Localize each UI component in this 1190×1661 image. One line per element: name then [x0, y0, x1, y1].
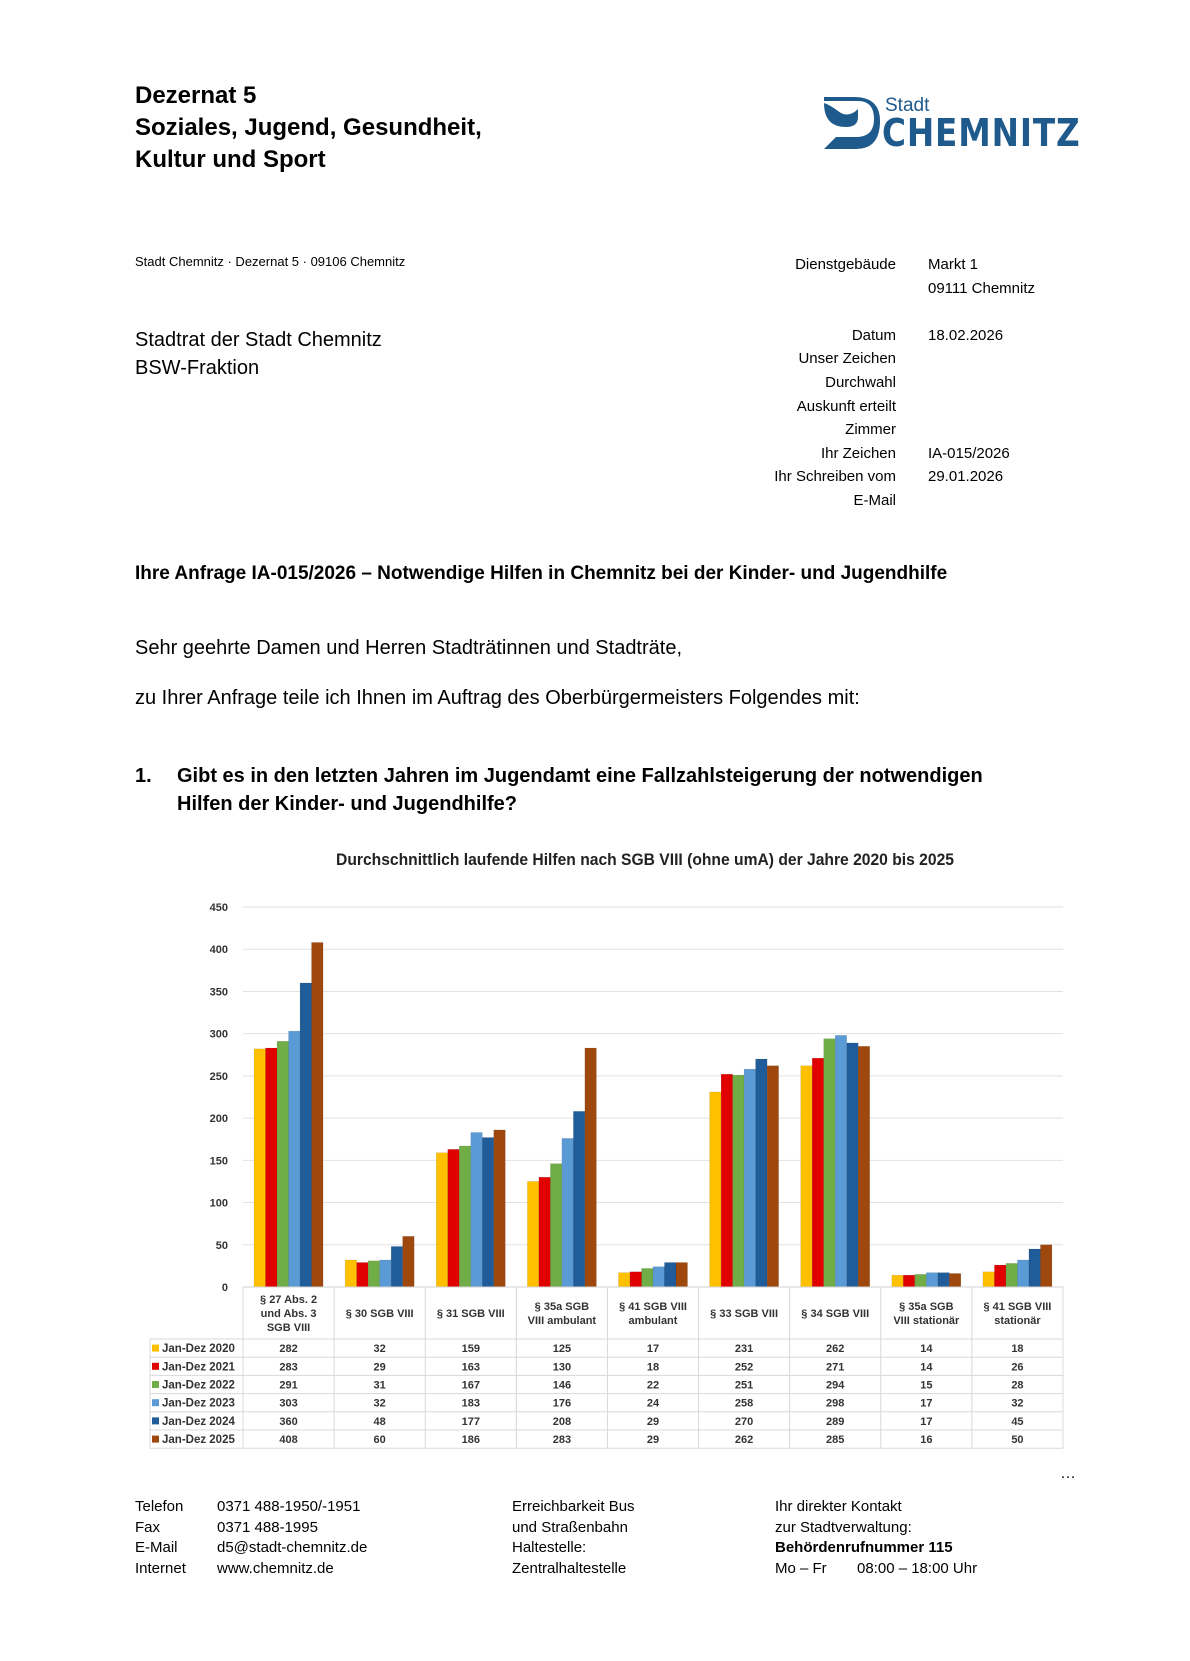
footer-direct-contact — [775, 1497, 977, 1579]
table-value: 262 — [734, 1434, 754, 1447]
bar — [733, 1075, 745, 1287]
table-value: 146 — [552, 1379, 572, 1392]
dept-line: Dezernat 5 — [135, 82, 257, 109]
bar — [903, 1275, 915, 1287]
transit-line: Erreichbarkeit Bus — [512, 1498, 635, 1515]
bar — [1029, 1249, 1041, 1287]
bar — [938, 1273, 950, 1287]
table-value: 48 — [373, 1415, 386, 1428]
bar — [471, 1132, 483, 1287]
table-value: 60 — [373, 1434, 386, 1447]
y-tick-label: 200 — [209, 1113, 228, 1126]
y-tick-label: 50 — [215, 1239, 228, 1252]
table-value: 17 — [920, 1397, 933, 1410]
table-value: 16 — [920, 1434, 933, 1447]
bar — [676, 1263, 688, 1287]
table-value: 18 — [646, 1361, 660, 1374]
table-value: 14 — [920, 1343, 933, 1356]
category-label: stationär — [994, 1315, 1041, 1327]
category-label: § 27 Abs. 2 — [260, 1294, 318, 1306]
bar — [1006, 1263, 1018, 1287]
table-value: 31 — [373, 1379, 386, 1392]
table-value: 183 — [461, 1397, 480, 1410]
bar — [915, 1274, 927, 1287]
meta-label: E-Mail — [853, 491, 896, 509]
table-value: 15 — [920, 1379, 933, 1392]
table-value: 14 — [920, 1361, 933, 1374]
meta-label: Ihr Schreiben vom — [774, 468, 896, 486]
meta-value: 18.02.2026 — [928, 326, 1004, 344]
bar — [573, 1111, 585, 1287]
y-tick-label: 250 — [209, 1070, 228, 1083]
table-value: 283 — [552, 1434, 572, 1447]
bar — [539, 1177, 551, 1287]
direct-line: Ihr direkter Kontakt — [775, 1498, 902, 1515]
bar — [562, 1138, 574, 1287]
y-tick-label: 300 — [209, 1028, 228, 1041]
bar — [494, 1130, 506, 1287]
category-label: § 34 SGB VIII — [801, 1308, 870, 1320]
category-label: VIII stationär — [893, 1315, 960, 1327]
table-value: 26 — [1011, 1361, 1024, 1374]
bar — [289, 1031, 301, 1287]
bar — [1017, 1260, 1029, 1287]
meta-label: Unser Zeichen — [798, 350, 896, 368]
table-value: 208 — [552, 1415, 572, 1428]
legend-swatch — [152, 1436, 159, 1443]
table-value: 32 — [373, 1397, 386, 1410]
bar — [994, 1265, 1006, 1287]
bar — [448, 1149, 460, 1287]
recipient-line: Stadtrat der Stadt Chemnitz — [135, 329, 382, 351]
table-value: 283 — [279, 1361, 298, 1374]
contact-key: E-Mail — [135, 1539, 178, 1556]
table-value: 270 — [734, 1415, 754, 1428]
bar — [380, 1260, 392, 1287]
logo-stadt-text: Stadt — [885, 95, 930, 116]
table-value: 50 — [1011, 1434, 1024, 1447]
table-value: 252 — [734, 1361, 754, 1374]
bar — [926, 1273, 938, 1287]
category-label: § 41 SGB VIII — [619, 1301, 687, 1313]
meta-label: Durchwahl — [825, 373, 896, 391]
question-line: Gibt es in den letzten Jahren im Jugendamt eine Fallzahlsteigerung der notwendigen — [177, 765, 983, 787]
legend-label: Jan-Dez 2022 — [162, 1379, 235, 1392]
bar — [550, 1164, 562, 1287]
bar — [482, 1138, 494, 1287]
chart-title: Durchschnittlich laufende Hilfen nach SGB VIII (ohne umA) der Jahre 2020 bis 2025 — [336, 850, 954, 869]
table-value: 282 — [279, 1343, 298, 1356]
table-value: 29 — [373, 1361, 386, 1374]
opening-hours — [775, 1559, 977, 1580]
table-value: 258 — [734, 1397, 754, 1410]
legend-label: Jan-Dez 2020 — [162, 1343, 235, 1356]
table-value: 285 — [826, 1434, 845, 1447]
bar — [892, 1275, 904, 1287]
meta-label: Datum — [851, 326, 896, 344]
y-tick-label: 350 — [209, 986, 228, 999]
table-value: 408 — [279, 1434, 298, 1447]
table-value: 176 — [552, 1397, 572, 1410]
contact-row — [135, 1518, 367, 1539]
bar — [357, 1263, 369, 1287]
bar — [983, 1272, 995, 1287]
bar — [630, 1272, 642, 1287]
table-value: 360 — [279, 1415, 298, 1428]
contact-key: Internet — [135, 1559, 186, 1577]
legend-label: Jan-Dez 2024 — [162, 1415, 235, 1428]
table-value: 167 — [461, 1379, 480, 1392]
meta-label: Auskunft erteilt — [796, 397, 896, 415]
bar — [744, 1069, 756, 1287]
legend-swatch — [152, 1381, 159, 1388]
bar — [254, 1049, 265, 1287]
legend-swatch — [152, 1399, 159, 1406]
table-value: 28 — [1011, 1379, 1024, 1392]
table-value: 251 — [734, 1379, 754, 1392]
table-value: 24 — [646, 1397, 660, 1410]
meta-value: 09111 Chemnitz — [928, 279, 1036, 297]
direct-line: zur Stadtverwaltung: — [775, 1518, 912, 1536]
greeting: Sehr geehrte Damen und Herren Stadträtinnen und Stadträte, — [135, 637, 683, 659]
category-label: ambulant — [628, 1315, 678, 1327]
legend-swatch — [152, 1345, 159, 1352]
bar — [1040, 1245, 1052, 1287]
continuation-marker: … — [1060, 1465, 1076, 1482]
legend-label: Jan-Dez 2021 — [162, 1361, 235, 1374]
category-label: SGB VIII — [266, 1322, 311, 1334]
bar — [812, 1058, 824, 1287]
bar — [847, 1043, 859, 1287]
subject-line: Ihre Anfrage IA-015/2026 – Notwendige Hilfen in Chemnitz bei der Kinder- und Jugendhilfe — [135, 563, 948, 584]
footer-transit — [512, 1497, 635, 1579]
table-value: 177 — [461, 1415, 480, 1428]
table-value: 45 — [1011, 1415, 1024, 1428]
opening-time: 08:00 – 18:00 Uhr — [857, 1559, 978, 1577]
table-value: 32 — [373, 1343, 386, 1356]
bar — [824, 1039, 836, 1287]
transit-line: und Straßenbahn — [512, 1518, 628, 1536]
contact-row — [135, 1538, 367, 1559]
table-value: 298 — [826, 1397, 845, 1410]
y-tick-label: 150 — [209, 1155, 228, 1168]
bar — [300, 983, 312, 1287]
table-value: 289 — [826, 1415, 845, 1428]
bar — [721, 1074, 733, 1287]
table-value: 17 — [646, 1343, 660, 1356]
bar — [767, 1066, 779, 1287]
table-value: 18 — [1011, 1343, 1024, 1356]
intro-text: zu Ihrer Anfrage teile ich Ihnen im Auftrag des Oberbürgermeisters Folgendes mit: — [135, 687, 860, 709]
bar — [527, 1181, 539, 1287]
bar — [585, 1048, 597, 1287]
table-value: 262 — [826, 1343, 845, 1356]
legend-swatch — [152, 1363, 159, 1370]
contact-key: Fax — [135, 1518, 161, 1536]
legend-label: Jan-Dez 2025 — [162, 1434, 235, 1447]
bar — [403, 1236, 415, 1287]
contact-row — [135, 1497, 367, 1518]
contact-value: 0371 488-1995 — [217, 1518, 318, 1536]
question-line: Hilfen der Kinder- und Jugendhilfe? — [177, 793, 517, 815]
bar — [710, 1092, 722, 1287]
bar — [665, 1263, 677, 1287]
legend-label: Jan-Dez 2023 — [162, 1397, 235, 1410]
contact-key: Telefon — [135, 1498, 184, 1515]
bar — [835, 1035, 847, 1287]
bar — [266, 1048, 278, 1287]
table-value: 130 — [552, 1361, 572, 1374]
dept-line: Soziales, Jugend, Gesundheit, — [135, 114, 482, 141]
authority-phone: Behördenrufnummer 115 — [775, 1539, 953, 1556]
table-value: 186 — [461, 1434, 480, 1447]
bar — [277, 1041, 289, 1287]
contact-row — [135, 1559, 367, 1580]
bar — [312, 942, 324, 1287]
bar — [949, 1273, 961, 1287]
table-value: 291 — [279, 1379, 298, 1392]
meta-value: 29.01.2026 — [928, 468, 1004, 486]
table-value: 303 — [279, 1397, 298, 1410]
category-label: und Abs. 3 — [260, 1308, 317, 1320]
dept-line: Kultur und Sport — [135, 146, 326, 173]
table-value: 125 — [552, 1343, 572, 1356]
meta-label: Ihr Zeichen — [820, 444, 896, 462]
bar — [653, 1267, 665, 1287]
category-label: § 35a SGB — [534, 1301, 590, 1313]
opening-days: Mo – Fr — [775, 1559, 827, 1577]
meta-label: Zimmer — [845, 421, 896, 439]
table-value: 17 — [920, 1415, 933, 1428]
table-value: 29 — [646, 1415, 660, 1428]
question-number: 1. — [135, 765, 152, 787]
y-tick-label: 400 — [209, 944, 228, 957]
recipient-line: BSW-Fraktion — [135, 357, 260, 379]
bar — [619, 1273, 631, 1287]
bar — [756, 1059, 768, 1287]
table-value: 159 — [461, 1343, 480, 1356]
category-label: § 35a SGB — [899, 1301, 954, 1313]
y-tick-label: 100 — [209, 1197, 228, 1210]
meta-value: IA-015/2026 — [928, 444, 1010, 462]
sender-line: Stadt Chemnitz · Dezernat 5 · 09106 Chemnitz — [135, 254, 406, 269]
bar — [459, 1146, 471, 1287]
bar — [858, 1046, 870, 1287]
table-value: 271 — [826, 1361, 845, 1374]
table-value: 163 — [461, 1361, 480, 1374]
category-label: VIII ambulant — [527, 1315, 597, 1327]
category-label: § 30 SGB VIII — [345, 1308, 414, 1320]
legend-swatch — [152, 1417, 159, 1424]
bar — [391, 1246, 403, 1287]
table-value: 22 — [646, 1379, 660, 1392]
contact-value[interactable]: d5@stadt-chemnitz.de — [217, 1539, 368, 1556]
logo-city-text: CHEMNITZ — [882, 111, 1081, 155]
bar — [436, 1153, 448, 1287]
category-label: § 41 SGB VIII — [983, 1301, 1052, 1313]
category-label: § 33 SGB VIII — [710, 1308, 779, 1320]
meta-value: Markt 1 — [928, 256, 979, 273]
bar — [642, 1268, 654, 1287]
table-value: 29 — [646, 1434, 660, 1447]
table-value: 231 — [734, 1343, 754, 1356]
meta-label: Dienstgebäude — [795, 256, 896, 273]
table-value: 32 — [1011, 1397, 1024, 1410]
bar — [345, 1260, 357, 1287]
transit-line: Zentralhaltestelle — [512, 1559, 627, 1577]
y-tick-label: 450 — [209, 902, 228, 914]
bar — [801, 1066, 813, 1287]
transit-line: Haltestelle: — [512, 1539, 587, 1556]
bar — [368, 1261, 380, 1287]
contact-value[interactable]: www.chemnitz.de — [217, 1559, 334, 1577]
table-value: 294 — [826, 1379, 845, 1392]
y-tick-label: 0 — [221, 1282, 228, 1294]
footer-contact — [135, 1497, 367, 1579]
category-label: § 31 SGB VIII — [436, 1308, 505, 1320]
contact-value: 0371 488-1950/-1951 — [217, 1498, 361, 1515]
